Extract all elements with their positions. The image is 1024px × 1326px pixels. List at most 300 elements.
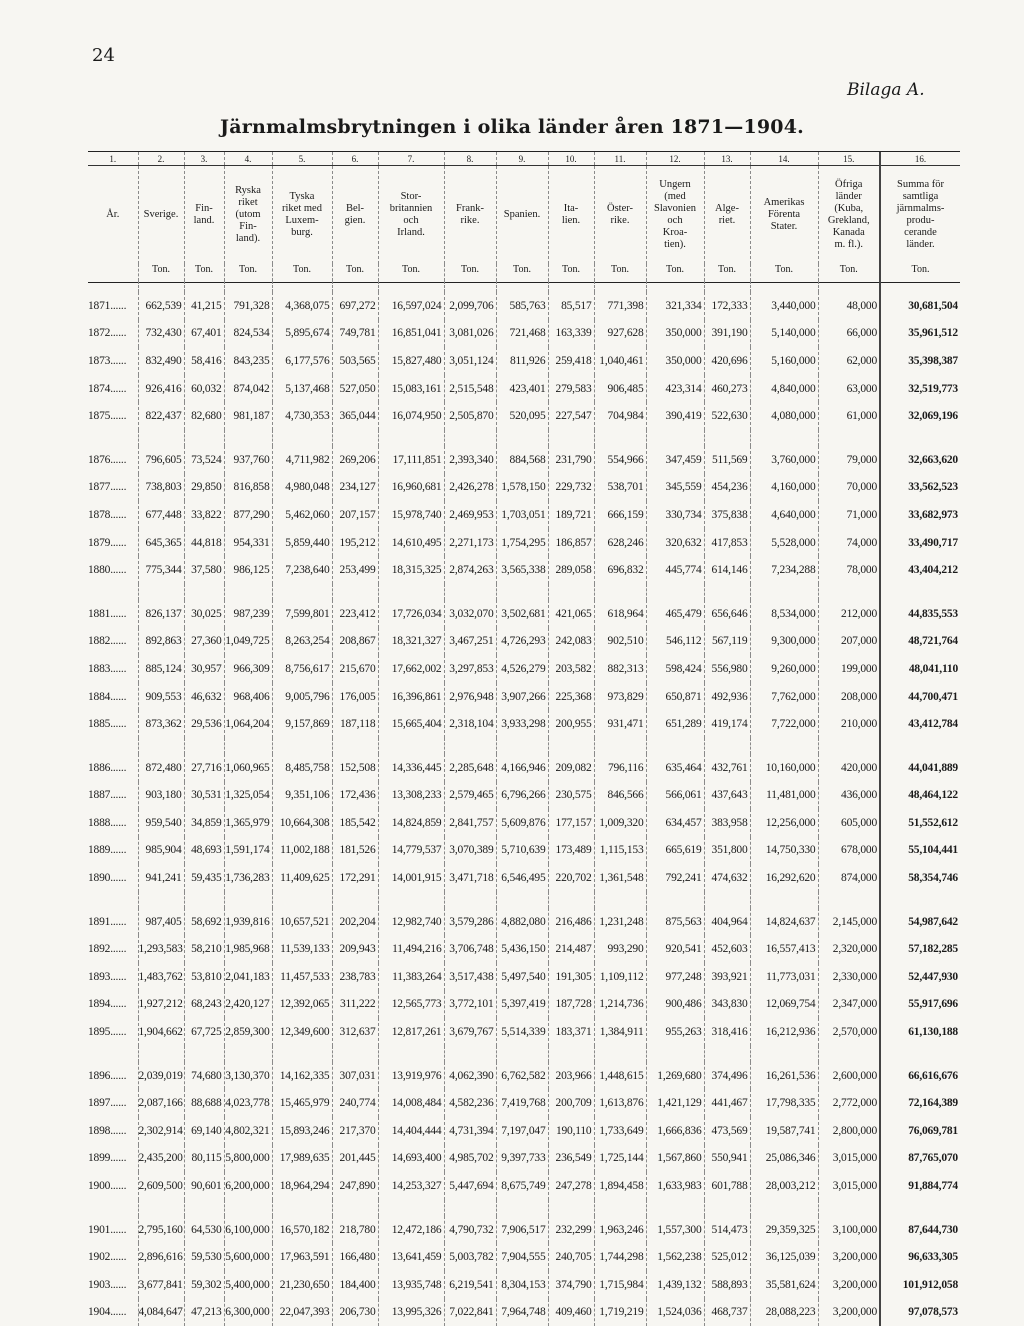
year-cell: 1895...... [88, 1026, 127, 1039]
value-cell: 61,000 [818, 402, 880, 430]
value-cell: 7,722,000 [750, 710, 818, 738]
value-cell: 375,838 [704, 501, 750, 529]
value-cell: 2,271,173 [444, 529, 496, 557]
value-cell: 8,485,758 [272, 754, 332, 782]
value-cell: 48,041,110 [880, 655, 960, 683]
value-cell: 12,817,261 [378, 1018, 444, 1046]
value-cell: 3,565,338 [496, 556, 548, 584]
value-cell: 5,447,694 [444, 1172, 496, 1200]
value-cell: 906,485 [594, 375, 646, 403]
value-cell: 69,140 [184, 1117, 224, 1145]
value-cell: 2,609,500 [138, 1172, 184, 1200]
column-number: 3. [184, 152, 224, 166]
column-number-row [88, 152, 960, 166]
value-cell: 96,633,305 [880, 1243, 960, 1271]
value-cell: 6,796,266 [496, 782, 548, 810]
value-cell: 71,000 [818, 501, 880, 529]
value-cell: 66,616,676 [880, 1062, 960, 1090]
value-cell: 1,231,248 [594, 908, 646, 936]
value-cell: 58,416 [184, 347, 224, 375]
value-cell: 16,074,950 [378, 402, 444, 430]
column-header: Frank- rike. [444, 166, 496, 265]
value-cell: 14,824,859 [378, 809, 444, 837]
value-cell: 1,439,132 [646, 1271, 704, 1299]
value-cell: 18,964,294 [272, 1172, 332, 1200]
value-cell: 437,643 [704, 782, 750, 810]
value-cell: 14,253,327 [378, 1172, 444, 1200]
value-cell: 2,859,300 [224, 1018, 272, 1046]
value-cell: 4,640,000 [750, 501, 818, 529]
value-cell: 3,070,389 [444, 837, 496, 865]
value-cell: 2,976,948 [444, 683, 496, 711]
column-unit: Ton. [646, 264, 704, 281]
value-cell: 44,818 [184, 529, 224, 557]
value-cell: 12,069,754 [750, 991, 818, 1019]
value-cell: 6,762,582 [496, 1062, 548, 1090]
value-cell: 16,851,041 [378, 320, 444, 348]
value-cell: 247,890 [332, 1172, 378, 1200]
column-number: 4. [224, 152, 272, 166]
column-number: 15. [818, 152, 880, 166]
value-cell: 4,062,390 [444, 1062, 496, 1090]
value-cell: 216,486 [548, 908, 594, 936]
value-cell: 892,863 [138, 628, 184, 656]
value-cell: 473,569 [704, 1117, 750, 1145]
value-cell: 6,100,000 [224, 1216, 272, 1244]
value-cell: 7,238,640 [272, 556, 332, 584]
value-cell: 656,646 [704, 600, 750, 628]
table-row [88, 375, 960, 403]
table-row [88, 1089, 960, 1117]
value-cell: 17,798,335 [750, 1089, 818, 1117]
value-cell: 166,480 [332, 1243, 378, 1271]
value-cell: 87,765,070 [880, 1145, 960, 1173]
table-row [88, 1271, 960, 1299]
year-cell: 1899...... [88, 1152, 127, 1165]
value-cell: 33,490,717 [880, 529, 960, 557]
value-cell: 189,721 [548, 501, 594, 529]
value-cell: 1,894,458 [594, 1172, 646, 1200]
value-cell: 514,473 [704, 1216, 750, 1244]
column-unit: Ton. [224, 264, 272, 281]
value-cell: 585,763 [496, 292, 548, 320]
value-cell: 5,600,000 [224, 1243, 272, 1271]
value-cell: 1,293,583 [138, 935, 184, 963]
value-cell: 12,565,773 [378, 991, 444, 1019]
value-cell: 454,236 [704, 474, 750, 502]
year-cell: 1902...... [88, 1251, 127, 1264]
value-cell: 320,632 [646, 529, 704, 557]
value-cell: 5,859,440 [272, 529, 332, 557]
year-cell: 1871...... [88, 299, 127, 312]
value-cell: 2,347,000 [818, 991, 880, 1019]
value-cell: 16,570,182 [272, 1216, 332, 1244]
value-cell: 240,705 [548, 1243, 594, 1271]
value-cell: 1,725,144 [594, 1145, 646, 1173]
value-cell: 74,680 [184, 1062, 224, 1090]
column-number: 11. [594, 152, 646, 166]
value-cell: 17,963,591 [272, 1243, 332, 1271]
value-cell: 3,015,000 [818, 1172, 880, 1200]
value-cell: 4,080,000 [750, 402, 818, 430]
appendix-label: Bilaga A. [847, 80, 925, 100]
value-cell: 225,368 [548, 683, 594, 711]
value-cell: 17,111,851 [378, 446, 444, 474]
table-row [88, 347, 960, 375]
value-cell: 4,985,702 [444, 1145, 496, 1173]
value-cell: 234,127 [332, 474, 378, 502]
value-cell: 605,000 [818, 809, 880, 837]
column-header: Öfriga länder (Kuba, Grekland, Kanada m. fl.). [818, 166, 880, 265]
value-cell: 872,480 [138, 754, 184, 782]
value-cell: 5,514,339 [496, 1018, 548, 1046]
value-cell: 2,841,757 [444, 809, 496, 837]
value-cell: 1,483,762 [138, 963, 184, 991]
value-cell: 7,419,768 [496, 1089, 548, 1117]
value-cell: 811,926 [496, 347, 548, 375]
table-row [88, 782, 960, 810]
value-cell: 16,597,024 [378, 292, 444, 320]
value-cell: 6,200,000 [224, 1172, 272, 1200]
value-cell: 678,000 [818, 837, 880, 865]
group-gap [88, 1200, 960, 1216]
value-cell: 1,985,968 [224, 935, 272, 963]
value-cell: 927,628 [594, 320, 646, 348]
column-unit: Ton. [138, 264, 184, 281]
value-cell: 650,871 [646, 683, 704, 711]
value-cell: 30,025 [184, 600, 224, 628]
value-cell: 14,001,915 [378, 864, 444, 892]
value-cell: 12,256,000 [750, 809, 818, 837]
column-header: Stor- britannien och Irland. [378, 166, 444, 265]
value-cell: 4,160,000 [750, 474, 818, 502]
value-cell: 15,827,480 [378, 347, 444, 375]
value-cell: 191,305 [548, 963, 594, 991]
value-cell: 4,840,000 [750, 375, 818, 403]
value-cell: 63,000 [818, 375, 880, 403]
year-cell: 1897...... [88, 1097, 127, 1110]
value-cell: 43,412,784 [880, 710, 960, 738]
value-cell: 10,657,521 [272, 908, 332, 936]
value-cell: 184,400 [332, 1271, 378, 1299]
value-cell: 35,581,624 [750, 1271, 818, 1299]
value-cell: 955,263 [646, 1018, 704, 1046]
value-cell: 909,553 [138, 683, 184, 711]
value-cell: 1,384,911 [594, 1018, 646, 1046]
column-unit: Ton. [496, 264, 548, 281]
value-cell: 7,964,748 [496, 1299, 548, 1326]
value-cell: 7,762,000 [750, 683, 818, 711]
value-cell: 511,569 [704, 446, 750, 474]
value-cell: 60,032 [184, 375, 224, 403]
value-cell: 877,290 [224, 501, 272, 529]
value-cell: 4,582,236 [444, 1089, 496, 1117]
year-cell: 1881...... [88, 607, 127, 620]
value-cell: 7,906,517 [496, 1216, 548, 1244]
value-cell: 662,539 [138, 292, 184, 320]
value-cell: 33,822 [184, 501, 224, 529]
value-cell: 25,086,346 [750, 1145, 818, 1173]
value-cell: 1,448,615 [594, 1062, 646, 1090]
value-cell: 527,050 [332, 375, 378, 403]
value-cell: 80,115 [184, 1145, 224, 1173]
value-cell: 2,420,127 [224, 991, 272, 1019]
value-cell: 6,546,495 [496, 864, 548, 892]
value-cell: 816,858 [224, 474, 272, 502]
value-cell: 2,505,870 [444, 402, 496, 430]
year-cell: 1896...... [88, 1069, 127, 1082]
column-number: 1. [88, 152, 138, 166]
value-cell: 2,302,914 [138, 1117, 184, 1145]
group-gap [88, 738, 960, 754]
value-cell: 16,396,861 [378, 683, 444, 711]
value-cell: 181,526 [332, 837, 378, 865]
year-cell: 1875...... [88, 410, 127, 423]
value-cell: 32,069,196 [880, 402, 960, 430]
value-cell: 231,790 [548, 446, 594, 474]
value-cell: 1,754,295 [496, 529, 548, 557]
value-cell: 1,613,876 [594, 1089, 646, 1117]
value-cell: 3,130,370 [224, 1062, 272, 1090]
value-cell: 312,637 [332, 1018, 378, 1046]
value-cell: 14,404,444 [378, 1117, 444, 1145]
value-cell: 666,159 [594, 501, 646, 529]
value-cell: 58,210 [184, 935, 224, 963]
value-cell: 721,468 [496, 320, 548, 348]
value-cell: 15,978,740 [378, 501, 444, 529]
value-cell: 58,354,746 [880, 864, 960, 892]
column-unit: Ton. [184, 264, 224, 281]
value-cell: 11,773,031 [750, 963, 818, 991]
value-cell: 874,042 [224, 375, 272, 403]
value-cell: 2,795,160 [138, 1216, 184, 1244]
table-body [88, 281, 960, 1326]
column-header: Fin- land. [184, 166, 224, 265]
value-cell: 177,157 [548, 809, 594, 837]
value-cell: 7,022,841 [444, 1299, 496, 1326]
value-cell: 6,300,000 [224, 1299, 272, 1326]
value-cell: 1,064,204 [224, 710, 272, 738]
value-cell: 4,980,048 [272, 474, 332, 502]
value-cell: 2,800,000 [818, 1117, 880, 1145]
value-cell: 1,115,153 [594, 837, 646, 865]
value-cell: 826,137 [138, 600, 184, 628]
value-cell: 556,980 [704, 655, 750, 683]
value-cell: 1,633,983 [646, 1172, 704, 1200]
value-cell: 3,200,000 [818, 1271, 880, 1299]
value-cell: 59,530 [184, 1243, 224, 1271]
value-cell: 10,664,308 [272, 809, 332, 837]
value-cell: 2,426,278 [444, 474, 496, 502]
value-cell: 217,370 [332, 1117, 378, 1145]
value-cell: 1,715,984 [594, 1271, 646, 1299]
column-number: 10. [548, 152, 594, 166]
value-cell: 227,547 [548, 402, 594, 430]
value-cell: 183,371 [548, 1018, 594, 1046]
table-row [88, 320, 960, 348]
value-cell: 903,180 [138, 782, 184, 810]
value-cell: 2,099,706 [444, 292, 496, 320]
value-cell: 5,497,540 [496, 963, 548, 991]
value-cell: 238,783 [332, 963, 378, 991]
value-cell: 28,003,212 [750, 1172, 818, 1200]
value-cell: 1,703,051 [496, 501, 548, 529]
value-cell: 1,904,662 [138, 1018, 184, 1046]
value-cell: 1,421,129 [646, 1089, 704, 1117]
value-cell: 452,603 [704, 935, 750, 963]
value-cell: 200,955 [548, 710, 594, 738]
value-cell: 665,619 [646, 837, 704, 865]
value-cell: 55,917,696 [880, 991, 960, 1019]
value-cell: 78,000 [818, 556, 880, 584]
value-cell: 3,015,000 [818, 1145, 880, 1173]
value-cell: 79,000 [818, 446, 880, 474]
value-cell: 34,859 [184, 809, 224, 837]
value-cell: 11,481,000 [750, 782, 818, 810]
value-cell: 74,000 [818, 529, 880, 557]
value-cell: 460,273 [704, 375, 750, 403]
year-cell: 1877...... [88, 481, 127, 494]
value-cell: 7,234,288 [750, 556, 818, 584]
table-row [88, 864, 960, 892]
value-cell: 206,730 [332, 1299, 378, 1326]
value-cell: 445,774 [646, 556, 704, 584]
value-cell: 1,109,112 [594, 963, 646, 991]
value-cell: 47,213 [184, 1299, 224, 1326]
value-cell: 1,744,298 [594, 1243, 646, 1271]
table-row [88, 628, 960, 656]
value-cell: 1,524,036 [646, 1299, 704, 1326]
column-unit: Ton. [332, 264, 378, 281]
value-cell: 311,222 [332, 991, 378, 1019]
value-cell: 347,459 [646, 446, 704, 474]
value-cell: 651,289 [646, 710, 704, 738]
year-cell: 1889...... [88, 844, 127, 857]
column-number: 14. [750, 152, 818, 166]
table-row [88, 292, 960, 320]
value-cell: 11,494,216 [378, 935, 444, 963]
column-header: Tyska riket med Luxem- burg. [272, 166, 332, 265]
value-cell: 30,681,504 [880, 292, 960, 320]
value-cell: 1,736,283 [224, 864, 272, 892]
value-cell: 3,200,000 [818, 1243, 880, 1271]
value-cell: 846,566 [594, 782, 646, 810]
value-cell: 9,157,869 [272, 710, 332, 738]
value-cell: 16,212,936 [750, 1018, 818, 1046]
value-cell: 67,725 [184, 1018, 224, 1046]
value-cell: 926,416 [138, 375, 184, 403]
year-cell: 1893...... [88, 970, 127, 983]
value-cell: 614,146 [704, 556, 750, 584]
value-cell: 2,435,200 [138, 1145, 184, 1173]
value-cell: 176,005 [332, 683, 378, 711]
value-cell: 207,157 [332, 501, 378, 529]
value-cell: 792,241 [646, 864, 704, 892]
value-cell: 207,000 [818, 628, 880, 656]
column-unit: Ton. [594, 264, 646, 281]
value-cell: 832,490 [138, 347, 184, 375]
column-header: Summa för samtliga järnmalms- produ- cerande länder. [880, 166, 960, 265]
value-cell: 91,884,774 [880, 1172, 960, 1200]
value-cell: 90,601 [184, 1172, 224, 1200]
column-header: Ita- lien. [548, 166, 594, 265]
value-cell: 8,756,617 [272, 655, 332, 683]
table-row [88, 837, 960, 865]
value-cell: 172,333 [704, 292, 750, 320]
group-gap [88, 430, 960, 446]
table-row [88, 809, 960, 837]
value-cell: 62,000 [818, 347, 880, 375]
value-cell: 3,760,000 [750, 446, 818, 474]
value-cell: 48,000 [818, 292, 880, 320]
value-cell: 82,680 [184, 402, 224, 430]
value-cell: 822,437 [138, 402, 184, 430]
value-cell: 409,460 [548, 1299, 594, 1326]
value-cell: 441,467 [704, 1089, 750, 1117]
value-cell: 29,536 [184, 710, 224, 738]
value-cell: 3,081,026 [444, 320, 496, 348]
column-header: Ungern (med Slavonien och Kroa- tien). [646, 166, 704, 265]
value-cell: 212,000 [818, 600, 880, 628]
value-cell: 874,000 [818, 864, 880, 892]
year-cell: 1878...... [88, 508, 127, 521]
value-cell: 10,160,000 [750, 754, 818, 782]
value-cell: 873,362 [138, 710, 184, 738]
table-row [88, 529, 960, 557]
value-cell: 88,688 [184, 1089, 224, 1117]
column-unit: Ton. [444, 264, 496, 281]
value-cell: 421,065 [548, 600, 594, 628]
column-number: 13. [704, 152, 750, 166]
column-header: Öster- rike. [594, 166, 646, 265]
value-cell: 16,960,681 [378, 474, 444, 502]
value-cell: 223,412 [332, 600, 378, 628]
value-cell: 374,790 [548, 1271, 594, 1299]
column-header: Ryska riket (utom Fin- land). [224, 166, 272, 265]
year-cell: 1880...... [88, 564, 127, 577]
table-row [88, 446, 960, 474]
value-cell: 9,300,000 [750, 628, 818, 656]
value-cell: 567,119 [704, 628, 750, 656]
value-cell: 203,966 [548, 1062, 594, 1090]
value-cell: 318,416 [704, 1018, 750, 1046]
value-cell: 13,995,326 [378, 1299, 444, 1326]
value-cell: 9,397,733 [496, 1145, 548, 1173]
value-cell: 796,605 [138, 446, 184, 474]
table-row [88, 501, 960, 529]
value-cell: 201,445 [332, 1145, 378, 1173]
value-cell: 30,957 [184, 655, 224, 683]
value-cell: 634,457 [646, 809, 704, 837]
value-cell: 17,989,635 [272, 1145, 332, 1173]
value-cell: 474,632 [704, 864, 750, 892]
value-cell: 796,116 [594, 754, 646, 782]
value-cell: 58,692 [184, 908, 224, 936]
value-cell: 44,041,889 [880, 754, 960, 782]
year-cell: 1876...... [88, 453, 127, 466]
value-cell: 163,339 [548, 320, 594, 348]
value-cell: 28,088,223 [750, 1299, 818, 1326]
value-cell: 393,921 [704, 963, 750, 991]
value-cell: 5,528,000 [750, 529, 818, 557]
value-cell: 32,663,620 [880, 446, 960, 474]
value-cell: 85,517 [548, 292, 594, 320]
value-cell: 14,779,537 [378, 837, 444, 865]
iron-ore-table [88, 152, 960, 1326]
value-cell: 554,966 [594, 446, 646, 474]
value-cell: 550,941 [704, 1145, 750, 1173]
column-header: Alge- riet. [704, 166, 750, 265]
